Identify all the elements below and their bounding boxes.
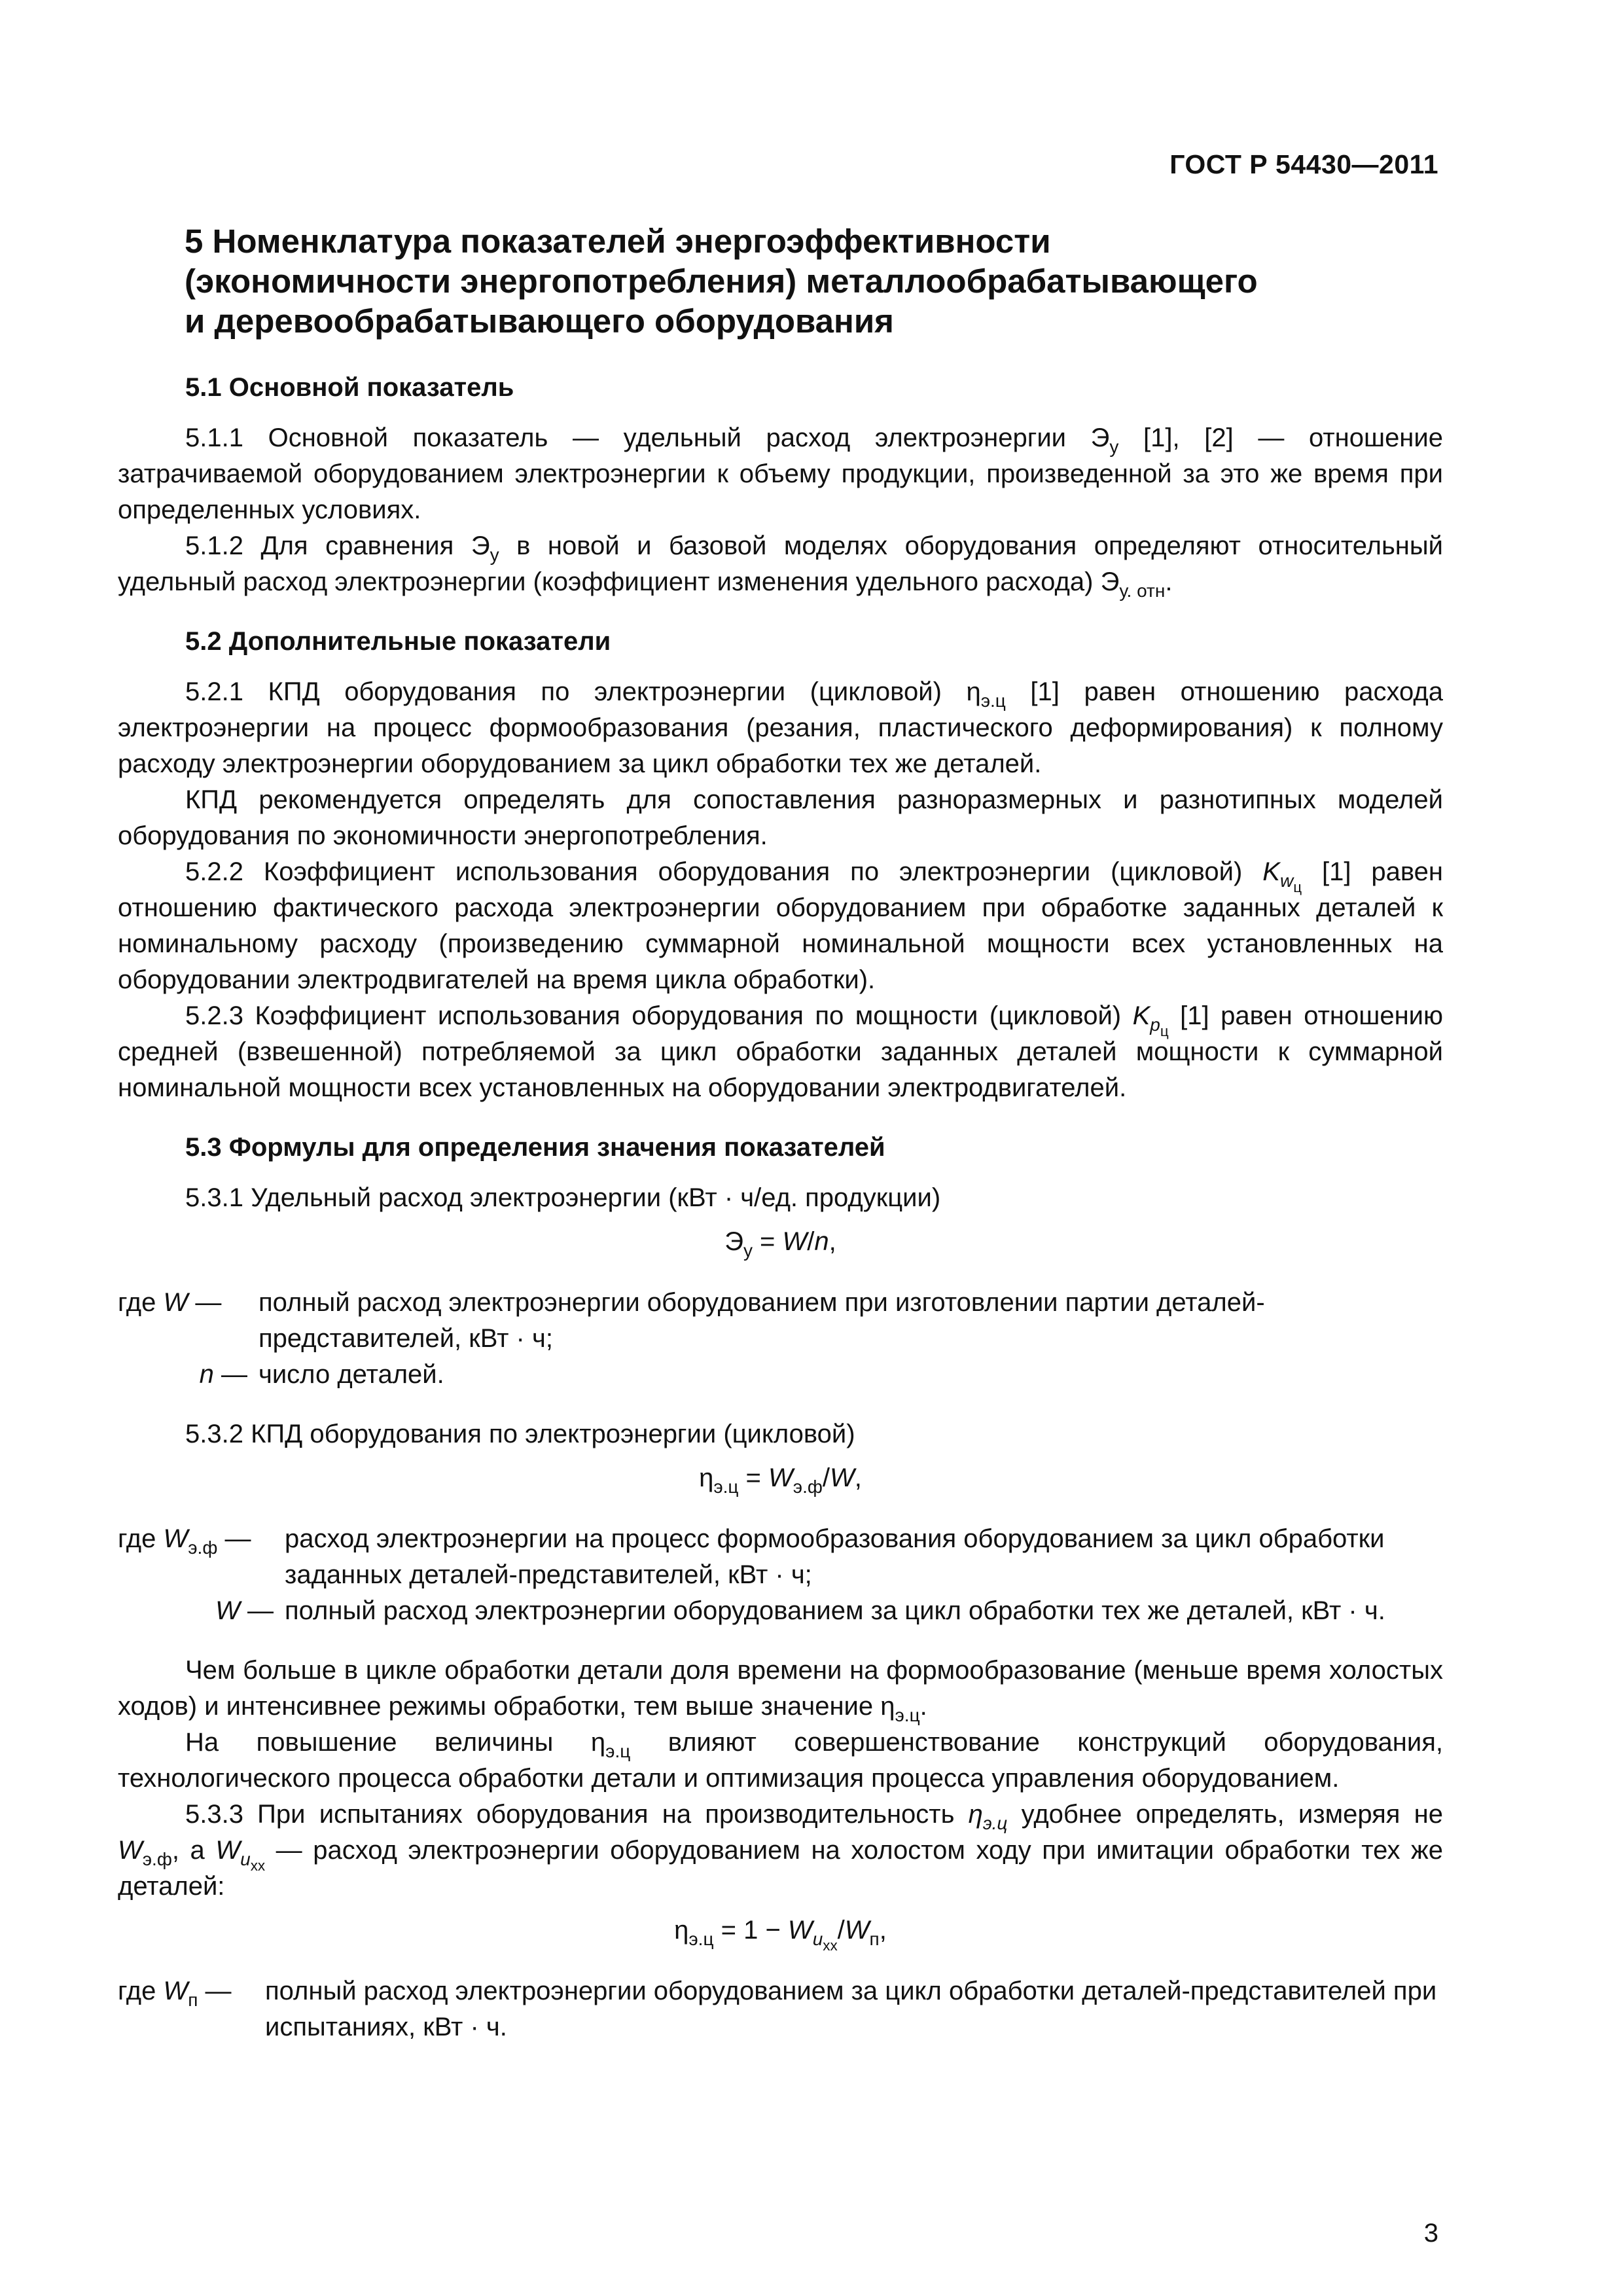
text-run: / [807,1227,815,1256]
text-run: W [782,1227,808,1256]
text-run: — [188,1288,222,1317]
text-run: 5.1.2 Для сравнения Э [185,531,490,560]
text-run: / [822,1463,830,1492]
text-run: На повышение величины η [185,1728,606,1757]
subscript-text: u [812,1928,823,1949]
text-run: где [118,1524,164,1553]
definitions-list [118,1521,1443,1629]
text-run: — [198,1977,232,2005]
text-run: Чем больше в цикле обработки детали доля времени на формообразование (меньше время холостых ходов) и интенсивнее режимы обработки, тем выше значение η [118,1656,1443,1721]
text-run: η [699,1463,714,1492]
subscript [812,1928,838,1954]
definitions-list [118,1285,1443,1393]
section-title [185,221,1297,341]
text-run: W [163,1288,188,1317]
subscript [1279,870,1302,895]
text-run: W [830,1463,855,1492]
text-run: W [787,1916,813,1945]
subscript: э.ц [895,1704,920,1725]
sub-subscript: ц [1160,1022,1169,1039]
text-run: = [738,1463,769,1492]
text-run: [1] равен отношению средней (взвешенной) потребляемой за цикл обработки заданных деталей мощности к суммарной номинальной мощности всех установленных на оборудовании электродвигателей. [118,1001,1444,1102]
subscript: у [1109,436,1119,457]
text-run: W [163,1977,188,2005]
subsection-5-3 [118,1130,1443,2045]
definition-text: полный расход электроэнергии оборудованием при изготовлении партии деталей-представителей, кВт · ч; [259,1288,1265,1353]
sub-subscript: хх [250,1857,266,1874]
text-run: W [768,1463,793,1492]
section-title-line: (экономичности энергопотребления) металлообрабатывающего [185,262,1258,300]
text-run: — [240,1596,274,1625]
text-run: . [1165,567,1173,596]
text-run: 5.2.1 КПД оборудования по электроэнергии (цикловой) η [185,677,981,706]
text-run: [1] равен отношению расхода электроэнергии на процесс формообразования (резания, пластического деформирования) к полному расходу электроэнергии оборудованием за цикл обработки тех же деталей. [118,677,1444,778]
text-run: в новой и базовой моделях оборудования определяют относительный удельный расход электроэнергии (коэффициент изменения удельного расхода) Э [118,531,1443,596]
text-run: n [814,1227,829,1256]
paragraph-5-1-2 [118,528,1443,600]
definition-term [118,1593,274,1629]
text-run: — расход электроэнергии оборудованием на холостом ходу при имитации обработки тех же деталей: [118,1836,1444,1901]
paragraph-5-2-3 [118,998,1443,1106]
subscript-text: u [240,1848,251,1869]
subscript: э.ц [980,690,1006,711]
definition-item [118,1593,1443,1629]
subscript [240,1848,266,1874]
text-run: , [829,1227,836,1256]
text-run: [1], [2] — отношение затрачиваемой оборудованием электроэнергии к объему продукции, произведенной за это же время при определенных условиях. [118,423,1443,524]
sub-subscript: хх [823,1937,838,1954]
subscript [1150,1014,1169,1039]
subsection-heading: 5.2 Дополнительные показатели [185,627,611,656]
text-run: 5.1.1 Основной показатель — удельный расход электроэнергии Э [185,423,1110,452]
subscript: у. отн [1119,580,1166,601]
subscript: у [490,544,499,565]
document-body [118,370,1443,2069]
subscript-text: w [1279,870,1294,891]
subscript: э.ц [982,1812,1008,1833]
section-title-line: 5 Номенклатура показателей энергоэффективности [185,223,1051,260]
text-run: η [968,1800,983,1829]
standard-id: ГОСТ Р 54430—2011 [1169,149,1438,179]
definition-text: число деталей. [259,1360,444,1389]
text-run: где [118,1288,164,1317]
text-run: 5.2.3 Коэффициент использования оборудования по мощности (цикловой) [185,1001,1133,1030]
paragraph-5-2-1 [118,674,1443,782]
subscript: э.ф [142,1848,172,1869]
text-run: = [752,1227,783,1256]
text-run: K [1132,1001,1150,1030]
paragraph-5-2-2 [118,854,1443,998]
definition-term [118,1521,285,1593]
text-run: 5.2.2 Коэффициент использования оборудования по электроэнергии (цикловой) [185,857,1263,886]
subsection-heading: 5.1 Основной показатель [185,373,514,402]
text-run: 5.3.3 При испытаниях оборудования на производительность [185,1800,969,1829]
text-run: W [163,1524,188,1553]
sub-subscript: ц [1293,878,1302,895]
text-run: — [217,1524,251,1553]
text-run: / [837,1916,845,1945]
paragraph-5-1-1 [118,420,1443,528]
definition-term [118,1357,247,1393]
subscript: э.ф [793,1476,823,1497]
subsection-5-1 [118,370,1443,600]
text-run: = 1 − [713,1916,788,1945]
text-run: влияют совершенствование конструкций оборудования, технологического процесса обработки детали и оптимизация процесса управления оборудованием. [118,1728,1443,1793]
subscript-text: p [1150,1014,1160,1035]
formula-efficiency-test [118,1912,1443,1954]
subsection-heading: 5.3 Формулы для определения значения показателей [185,1133,885,1162]
subscript: у [743,1240,753,1261]
text-run: W [215,1836,241,1865]
definition-item [118,1285,1443,1357]
subscript: э.ф [188,1537,218,1558]
formula-specific-consumption [118,1224,1443,1260]
definition-text: полный расход электроэнергии оборудованием за цикл обработки деталей-представителей при испытаниях, кВт · ч. [265,1977,1437,2041]
definition-item [118,1521,1443,1593]
text-run: W [215,1596,240,1625]
text-run: удобнее определять, измеряя не [1007,1800,1443,1829]
text-run: — [213,1360,247,1389]
definition-text: полный расход электроэнергии оборудованием за цикл обработки тех же деталей, кВт · ч. [285,1596,1385,1625]
paragraph-5-3-2: 5.3.2 КПД оборудования по электроэнергии (цикловой) [185,1420,855,1448]
text-run: где [118,1977,164,2005]
subscript: э.ц [688,1928,714,1949]
text-run: K [1262,857,1280,886]
paragraph-kpd-note: КПД рекомендуется определять для сопоставления разноразмерных и разнотипных моделей оборудования по экономичности энергопотребления. [118,785,1443,850]
text-run: . [919,1692,927,1721]
subscript: п [188,1989,198,2010]
definition-term [118,1285,259,1357]
definition-item [118,1973,1443,2045]
definition-item [118,1357,1443,1393]
definition-term [118,1973,265,2045]
text-run: W [118,1836,143,1865]
text-run: W [844,1916,870,1945]
definitions-list [118,1973,1443,2045]
subscript: п [869,1928,880,1949]
text-run: , [879,1916,887,1945]
subsection-5-2 [118,624,1443,1106]
paragraph-5-3-3 [118,1797,1443,1905]
formula-efficiency [118,1460,1443,1496]
paragraph-efficiency-note [118,1653,1443,1725]
paragraph-efficiency-factors [118,1725,1443,1797]
definition-text: расход электроэнергии на процесс формообразования оборудованием за цикл обработки заданных деталей-представителей, кВт · ч; [285,1524,1385,1589]
subscript: э.ц [605,1740,631,1761]
page-number: 3 [1423,2219,1438,2248]
text-run: η [674,1916,689,1945]
text-run: [1] равен отношению фактического расхода электроэнергии оборудованием при обработке заданных деталей к номинальному расходу (произведению суммарной номинальной мощности всех установленных на оборудовании электродвигателей на время цикла обработки). [118,857,1443,994]
section-title-line: и деревообрабатывающего оборудования [185,302,894,340]
text-run: , [854,1463,862,1492]
text-run: Э [724,1227,743,1256]
text-run: , а [171,1836,216,1865]
text-run: n [199,1360,214,1389]
subscript: э.ц [713,1476,739,1497]
paragraph-5-3-1: 5.3.1 Удельный расход электроэнергии (кВт · ч/ед. продукции) [185,1183,941,1212]
